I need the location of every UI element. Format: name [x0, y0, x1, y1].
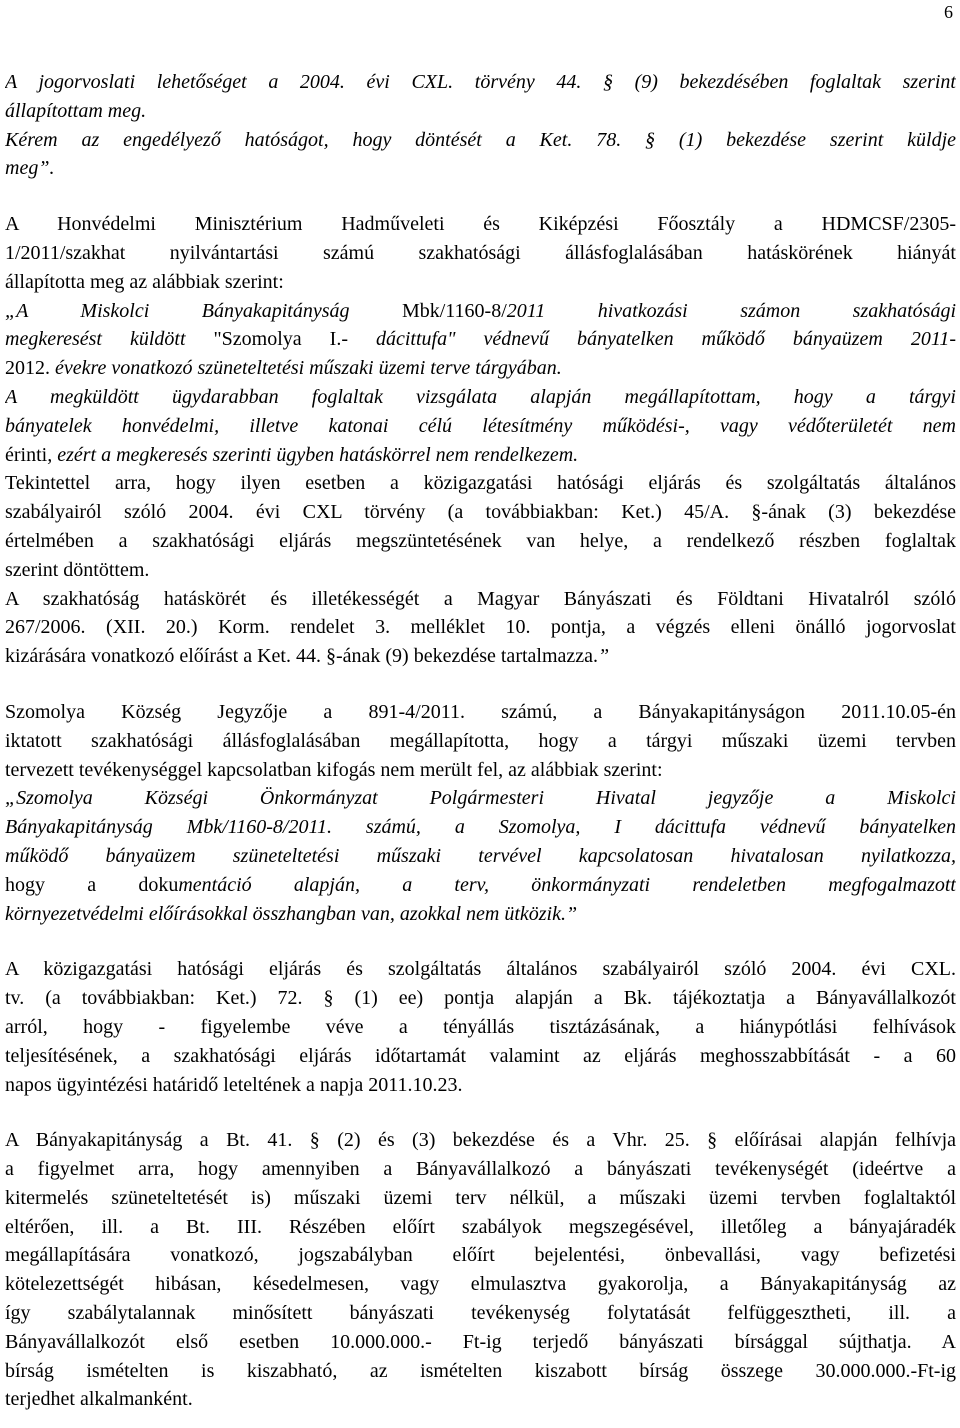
text-segment: Bányavállalkozót első esetben 10.000.000.- Ft-ig terjedő bányászati bírsággal sújthatja. A — [5, 1330, 956, 1353]
text-line — [5, 1071, 956, 1100]
text-line — [5, 1328, 956, 1357]
text-line — [5, 585, 956, 614]
text-segment: A Bányakapitányság a Bt. 41. § (2) és (3) bekezdése és a Vhr. 25. § előírásai alapján felhívja — [5, 1129, 956, 1152]
text-segment: érinti — [5, 443, 48, 466]
text-line — [5, 756, 956, 785]
text-line — [5, 784, 956, 813]
italic-text-segment: mentáció alapján, a terv, önkormányzati rendeletben megfogalmazott — [178, 873, 956, 896]
italic-text-segment: ” — [598, 645, 610, 668]
text-line — [5, 727, 956, 756]
italic-text-segment: A jogorvoslati lehetőséget a 2004. évi CXL. törvény 44. § (9) bekezdésében foglaltak szerint — [5, 71, 956, 93]
text-line — [5, 441, 956, 470]
text-line — [5, 900, 956, 929]
italic-text-segment: évekre vonatkozó szüneteltetési műszaki üzemi terve tárgyában. — [55, 357, 562, 380]
text-line — [5, 813, 956, 842]
text-line — [5, 1126, 956, 1155]
text-line — [5, 97, 956, 126]
text-line — [5, 1042, 956, 1071]
text-segment: állapította meg az alábbiak szerint: — [5, 270, 284, 293]
text-line — [5, 871, 956, 900]
text-line — [5, 955, 956, 984]
italic-text-segment: bányatelek honvédelmi, illetve katonai célú létesítmény működési-, vagy védőterületét nem — [5, 414, 956, 437]
text-line — [5, 1270, 956, 1299]
paragraph — [5, 698, 956, 928]
paragraph — [5, 68, 956, 183]
text-line — [5, 1213, 956, 1242]
text-line — [5, 642, 956, 671]
text-line — [5, 1385, 956, 1414]
text-line — [5, 154, 956, 183]
text-line — [5, 613, 956, 642]
paragraph — [5, 955, 956, 1099]
text-line — [5, 984, 956, 1013]
italic-text-segment: állapítottam meg. — [5, 99, 147, 122]
document-body — [5, 68, 956, 1414]
text-segment: A Honvédelmi Minisztérium Hadműveleti és Kiképzési Főosztály a HDMCSF/2305- — [5, 213, 956, 236]
text-line — [5, 1241, 956, 1270]
text-line — [5, 383, 956, 412]
italic-text-segment: meg”. — [5, 157, 55, 180]
text-segment: A szakhatóság hatáskörét és illetékességét a Magyar Bányászati és Földtani Hivatalról szóló — [5, 587, 956, 610]
paragraph — [5, 210, 956, 671]
text-line — [5, 68, 956, 97]
text-segment: 267/2006. (XII. 20.) Korm. rendelet 3. melléklet 10. pontja, a végzés elleni önálló jogorvoslat — [5, 616, 956, 639]
text-line — [5, 239, 956, 268]
text-segment: Mbk/1160-8/ — [401, 299, 507, 322]
text-segment: 1/2011/szakhat nyilvántartási számú szakhatósági állásfoglalásában hatáskörének hiányát — [5, 241, 956, 264]
text-line — [5, 1184, 956, 1213]
text-line — [5, 354, 956, 383]
italic-text-segment: 2011 hivatkozási számon szakhatósági — [506, 299, 956, 322]
text-line — [5, 1155, 956, 1184]
text-segment: terjedhet alkalmanként. — [5, 1388, 193, 1411]
text-line — [5, 325, 956, 354]
text-line — [5, 412, 956, 441]
italic-text-segment: A megküldött ügydarabban foglaltak vizsgálata alapján megállapítottam, hogy a tárgyi — [5, 385, 956, 408]
text-line — [5, 556, 956, 585]
italic-text-segment: megkeresést küldött — [5, 328, 214, 351]
text-segment: "Szomolya I. — [213, 328, 342, 351]
text-segment: kötelezettségét hibásan, késedelmesen, vagy elmulasztva gyakorolja, a Bányakapitányság az — [5, 1273, 956, 1296]
page-number: 6 — [944, 2, 953, 22]
text-segment: arról, hogy - figyelembe véve a tényállás tisztázásának, a hiánypótlási felhívások — [5, 1015, 956, 1038]
text-line — [5, 210, 956, 239]
text-segment: Szomolya Község Jegyzője a 891-4/2011. számú, a Bányakapitányságon 2011.10.05-én — [5, 700, 956, 723]
text-line — [5, 297, 956, 326]
text-segment: megállapítására vonatkozó, jogszabályban előírt bejelentési, önbevallási, vagy befizetési — [5, 1244, 956, 1267]
italic-text-segment: környezetvédelmi előírásokkal összhangban van, azokkal nem ütközik.” — [5, 902, 578, 925]
italic-text-segment: Kérem az engedélyező hatóságot, hogy döntését a Ket. 78. § (1) bekezdése szerint küldje — [5, 128, 956, 151]
text-segment: kizárására vonatkozó előírást a Ket. 44. §-ának (9) bekezdése tartalmazza. — [5, 645, 599, 668]
italic-text-segment: Bányakapitányság Mbk/1160-8/2011. számú, a Szomolya, I dácittufa védnevű bányatelken — [5, 816, 956, 839]
text-segment: a figyelmet arra, hogy amennyiben a Bányavállalkozó a bányászati tevékenységét (ideértve a — [5, 1158, 956, 1181]
italic-text-segment: „A Miskolci Bányakapitányság — [5, 299, 402, 322]
text-segment: szabályairól szóló 2004. évi CXL törvény (a továbbiakban: Ket.) 45/A. §-ának (3) bekezdése — [5, 501, 956, 524]
text-line — [5, 698, 956, 727]
text-line — [5, 268, 956, 297]
text-segment: bírság ismételten is kiszabható, az ismételten kiszabott bírság összege 30.000.000.-Ft-ig — [5, 1359, 956, 1382]
text-segment: teljesítésének, a szakhatósági eljárás időtartamát valamint az eljárás meghosszabbítását - a 60 — [5, 1044, 956, 1067]
text-segment: 2012. — [5, 357, 55, 380]
text-line — [5, 1013, 956, 1042]
text-line — [5, 842, 956, 871]
text-line — [5, 498, 956, 527]
text-segment: tv. (a továbbiakban: Ket.) 72. § (1) ee) pontja alapján a Bk. tájékoztatja a Bányavállalkozót — [5, 987, 956, 1010]
text-segment: értelmében a szakhatósági eljárás megszüntetésének van helye, a rendelkező részben foglaltak — [5, 529, 956, 552]
text-segment: A közigazgatási hatósági eljárás és szolgáltatás általános szabályairól szóló 2004. évi CXL. — [5, 958, 956, 981]
italic-text-segment: „Szomolya Községi Önkormányzat Polgármesteri Hivatal jegyzője a Miskolci — [5, 787, 956, 810]
text-segment: napos ügyintézési határidő leteltének a napja 2011.10.23. — [5, 1073, 463, 1096]
paragraph — [5, 1126, 956, 1414]
text-line — [5, 469, 956, 498]
italic-text-segment: működő bányaüzem szüneteltetési műszaki tervével kapcsolatosan hivatalosan nyilatkozza, — [5, 844, 956, 867]
text-segment: iktatott szakhatósági állásfoglalásában megállapította, hogy a tárgyi műszaki üzemi tervben — [5, 729, 956, 752]
italic-text-segment: , ezért a megkeresés szerinti ügyben hatáskörrel nem rendelkezem. — [47, 443, 579, 466]
text-segment: szerint döntöttem. — [5, 558, 150, 581]
text-line — [5, 1299, 956, 1328]
text-segment: kitermelés szüneteltetését is) műszaki üzemi terv nélkül, a műszaki üzemi tervben foglaltaktól — [5, 1186, 956, 1209]
text-segment: hogy a doku — [5, 873, 179, 896]
text-segment: Tekintettel arra, hogy ilyen esetben a közigazgatási hatósági eljárás és szolgáltatás általános — [5, 472, 956, 495]
text-segment: eltérően, ill. a Bt. III. Részében előírt szabályok megszegésével, illetőleg a bányajáradék — [5, 1215, 956, 1238]
text-line — [5, 1357, 956, 1386]
text-segment: így szabálytalannak minősített bányászati tevékenység folytatását felfüggesztheti, ill. a — [5, 1302, 956, 1325]
text-line — [5, 527, 956, 556]
text-line — [5, 126, 956, 155]
italic-text-segment: - dácittufa" védnevű bányatelken működő bányaüzem 2011- — [341, 328, 956, 351]
text-segment: tervezett tevékenységgel kapcsolatban kifogás nem merült fel, az alábbiak szerint: — [5, 758, 663, 781]
